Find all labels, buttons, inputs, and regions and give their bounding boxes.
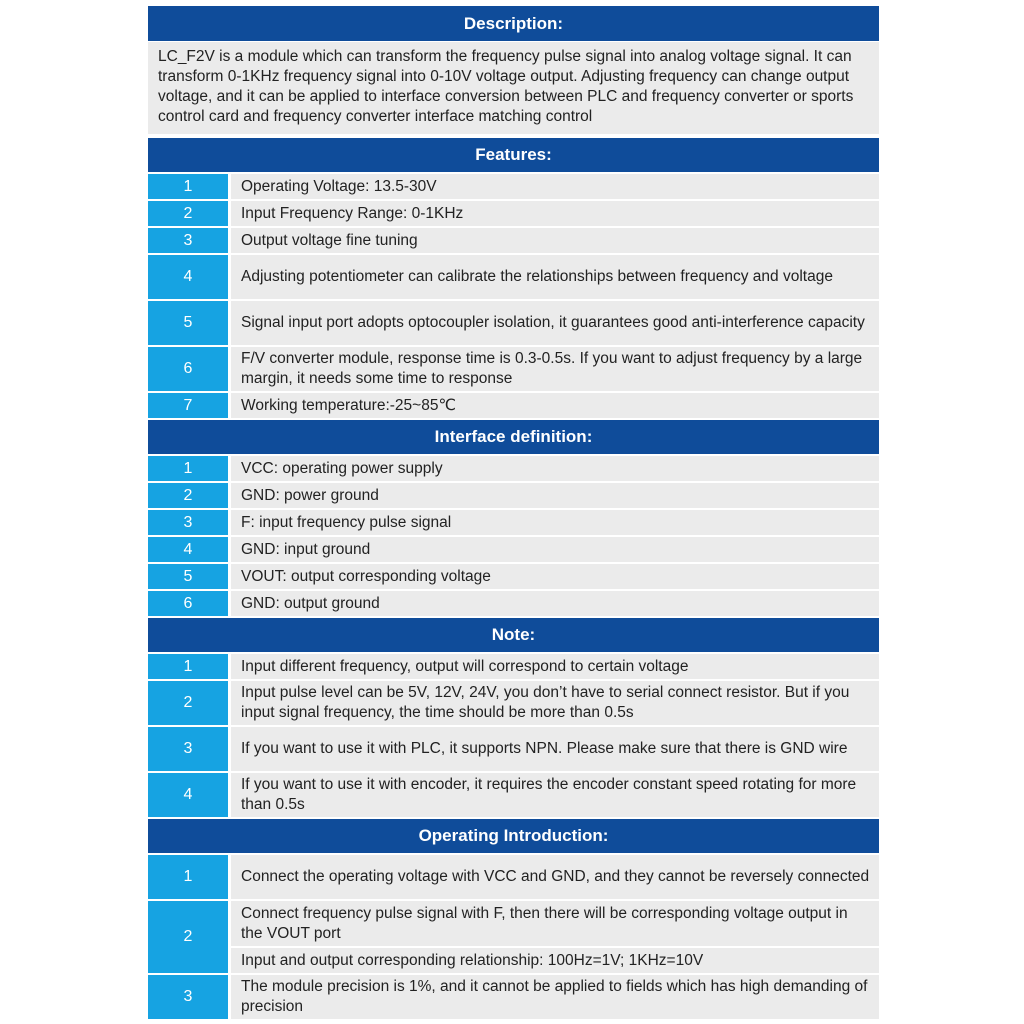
feature-number: 4 bbox=[148, 255, 228, 299]
feature-text: Operating Voltage: 13.5-30V bbox=[231, 174, 879, 199]
note-header: Note: bbox=[148, 618, 879, 652]
feature-number: 3 bbox=[148, 228, 228, 253]
operating-text: Connect frequency pulse signal with F, then there will be corresponding voltage output in the VOUT port bbox=[231, 901, 879, 946]
interface-header: Interface definition: bbox=[148, 420, 879, 454]
interface-number: 2 bbox=[148, 483, 228, 508]
description-header: Description: bbox=[148, 6, 879, 41]
note-row bbox=[148, 727, 879, 771]
operating-text: The module precision is 1%, and it cannot be applied to fields which has high demanding of precision bbox=[231, 975, 879, 1019]
feature-text: F/V converter module, response time is 0.3-0.5s. If you want to adjust frequency by a large margin, it needs some time to response bbox=[231, 347, 879, 391]
interface-row bbox=[148, 591, 879, 616]
interface-row bbox=[148, 510, 879, 535]
note-number: 1 bbox=[148, 654, 228, 679]
operating-relationship-text: Input and output corresponding relationship: 100Hz=1V; 1KHz=10V bbox=[231, 948, 879, 973]
interface-number: 4 bbox=[148, 537, 228, 562]
operating-number: 2 bbox=[148, 901, 228, 973]
interface-number: 5 bbox=[148, 564, 228, 589]
note-text: Input pulse level can be 5V, 12V, 24V, you don’t have to serial connect resistor. But if you input signal frequency, the time should be more than 0.5s bbox=[231, 681, 879, 725]
operating-header: Operating Introduction: bbox=[148, 819, 879, 853]
note-text: If you want to use it with PLC, it supports NPN. Please make sure that there is GND wire bbox=[231, 727, 879, 771]
operating-text: Connect the operating voltage with VCC and GND, and they cannot be reversely connected bbox=[231, 855, 879, 899]
feature-row bbox=[148, 347, 879, 391]
operating-row bbox=[148, 975, 879, 1019]
feature-text: Signal input port adopts optocoupler isolation, it guarantees good anti-interference capacity bbox=[231, 301, 879, 345]
feature-number: 1 bbox=[148, 174, 228, 199]
interface-text: VCC: operating power supply bbox=[231, 456, 879, 481]
feature-text: Output voltage fine tuning bbox=[231, 228, 879, 253]
interface-text: GND: input ground bbox=[231, 537, 879, 562]
interface-row bbox=[148, 456, 879, 481]
operating-row bbox=[148, 901, 879, 973]
note-text: If you want to use it with encoder, it requires the encoder constant speed rotating for more than 0.5s bbox=[231, 773, 879, 817]
feature-text: Adjusting potentiometer can calibrate the relationships between frequency and voltage bbox=[231, 255, 879, 299]
interface-row bbox=[148, 483, 879, 508]
interface-text: VOUT: output corresponding voltage bbox=[231, 564, 879, 589]
feature-row bbox=[148, 393, 879, 418]
interface-text: F: input frequency pulse signal bbox=[231, 510, 879, 535]
interface-number: 3 bbox=[148, 510, 228, 535]
operating-number: 3 bbox=[148, 975, 228, 1019]
interface-text: GND: output ground bbox=[231, 591, 879, 616]
note-row bbox=[148, 654, 879, 679]
interface-number: 6 bbox=[148, 591, 228, 616]
interface-text: GND: power ground bbox=[231, 483, 879, 508]
feature-number: 2 bbox=[148, 201, 228, 226]
operating-number: 1 bbox=[148, 855, 228, 899]
feature-row bbox=[148, 174, 879, 199]
operating-row bbox=[148, 855, 879, 899]
interface-number: 1 bbox=[148, 456, 228, 481]
note-row bbox=[148, 681, 879, 725]
description-text: LC_F2V is a module which can transform the frequency pulse signal into analog voltage signal. It can transform 0-1KHz frequency signal into 0-10V voltage output. Adjusting frequency can change output voltage, and it can be applied to interface conversion between PLC and frequency converter or sports control card and frequency converter interface matching control bbox=[148, 42, 879, 134]
interface-row bbox=[148, 564, 879, 589]
feature-row bbox=[148, 301, 879, 345]
feature-number: 7 bbox=[148, 393, 228, 418]
note-number: 4 bbox=[148, 773, 228, 817]
feature-row bbox=[148, 228, 879, 253]
interface-row bbox=[148, 537, 879, 562]
operating-text-group bbox=[231, 901, 879, 973]
feature-text: Working temperature:-25~85℃ bbox=[231, 393, 879, 418]
note-text: Input different frequency, output will correspond to certain voltage bbox=[231, 654, 879, 679]
feature-row bbox=[148, 255, 879, 299]
note-row bbox=[148, 773, 879, 817]
feature-number: 6 bbox=[148, 347, 228, 391]
note-number: 2 bbox=[148, 681, 228, 725]
spec-sheet bbox=[148, 6, 879, 1021]
note-number: 3 bbox=[148, 727, 228, 771]
feature-row bbox=[148, 201, 879, 226]
features-header: Features: bbox=[148, 138, 879, 172]
feature-number: 5 bbox=[148, 301, 228, 345]
feature-text: Input Frequency Range: 0-1KHz bbox=[231, 201, 879, 226]
